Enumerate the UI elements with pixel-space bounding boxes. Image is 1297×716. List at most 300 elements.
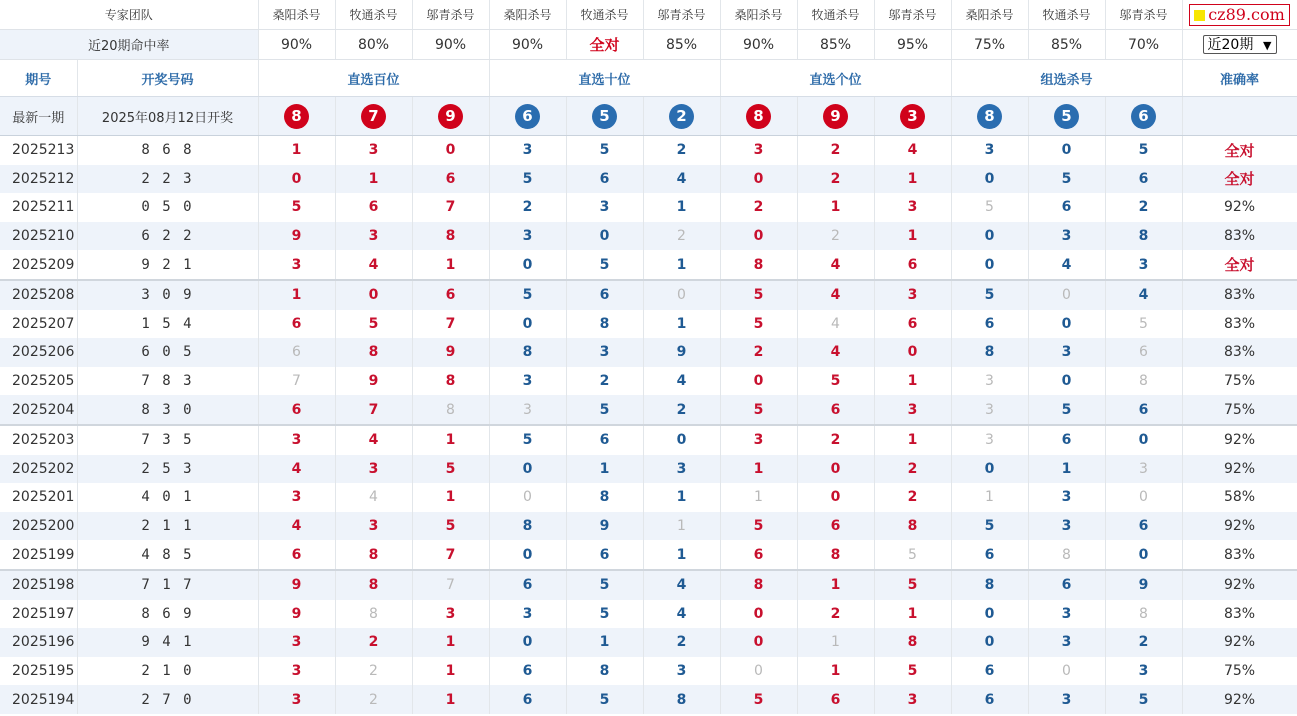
chevron-down-icon: ▼	[1263, 39, 1272, 52]
kill-number: 4	[335, 250, 412, 280]
kill-ball: 6	[515, 104, 540, 129]
kill-number: 4	[1105, 280, 1182, 310]
kill-number: 0	[489, 540, 566, 570]
kill-number: 5	[489, 425, 566, 455]
kill-number: 6	[335, 193, 412, 222]
table-row	[0, 280, 1297, 310]
kill-number: 8	[1105, 600, 1182, 629]
kill-ball: 3	[900, 104, 925, 129]
latest-label: 最新一期	[0, 97, 77, 136]
table-row	[0, 570, 1297, 600]
kill-number: 3	[1028, 628, 1105, 657]
kill-number: 1	[797, 657, 874, 686]
kill-number: 3	[1105, 657, 1182, 686]
kill-number: 9	[412, 338, 489, 367]
issue-number: 2025205	[0, 367, 77, 396]
kill-number: 8	[951, 570, 1028, 600]
kill-number: 6	[412, 280, 489, 310]
hit-rate: 90%	[258, 30, 335, 60]
hit-rate: 全对	[566, 30, 643, 60]
issue-number: 2025211	[0, 193, 77, 222]
draw-number: 6 2 2	[77, 222, 258, 251]
kill-number: 1	[797, 570, 874, 600]
kill-number: 5	[720, 395, 797, 425]
draw-number: 4 0 1	[77, 483, 258, 512]
kill-number: 6	[566, 165, 643, 194]
kill-number: 8	[797, 540, 874, 570]
kill-number: 6	[1105, 338, 1182, 367]
kill-number: 3	[489, 222, 566, 251]
table-row	[0, 222, 1297, 251]
kill-number: 1	[412, 483, 489, 512]
kill-number: 4	[797, 280, 874, 310]
draw-number: 7 1 7	[77, 570, 258, 600]
kill-number: 4	[874, 136, 951, 165]
kill-number: 3	[874, 193, 951, 222]
kill-number: 5	[1105, 136, 1182, 165]
kill-number: 5	[951, 512, 1028, 541]
kill-number: 3	[489, 367, 566, 396]
kill-number: 3	[412, 600, 489, 629]
kill-number: 0	[951, 628, 1028, 657]
kill-number: 6	[489, 657, 566, 686]
kill-number: 6	[951, 540, 1028, 570]
accuracy-value: 58%	[1182, 483, 1297, 512]
ball-cell	[489, 97, 566, 136]
accuracy-value: 92%	[1182, 425, 1297, 455]
kill-number: 4	[643, 367, 720, 396]
kill-number: 8	[335, 600, 412, 629]
kill-number: 2	[643, 628, 720, 657]
kill-number: 3	[643, 657, 720, 686]
issue-number: 2025208	[0, 280, 77, 310]
ball-cell	[412, 97, 489, 136]
kill-number: 1	[643, 512, 720, 541]
kill-number: 0	[874, 338, 951, 367]
issue-number: 2025206	[0, 338, 77, 367]
rate-row	[0, 30, 1297, 60]
kill-number: 3	[1105, 455, 1182, 484]
accuracy-value: 全对	[1182, 136, 1297, 165]
kill-number: 5	[797, 367, 874, 396]
kill-number: 4	[258, 455, 335, 484]
issue-number: 2025203	[0, 425, 77, 455]
ball-cell	[566, 97, 643, 136]
tens-header: 直选十位	[489, 60, 720, 97]
kill-number: 6	[258, 310, 335, 339]
kill-number: 6	[566, 425, 643, 455]
draw-number: 8 6 8	[77, 136, 258, 165]
draw-number: 2 1 0	[77, 657, 258, 686]
kill-number: 1	[874, 165, 951, 194]
issue-number: 2025213	[0, 136, 77, 165]
kill-number: 4	[335, 425, 412, 455]
accuracy-value: 83%	[1182, 338, 1297, 367]
kill-number: 8	[874, 512, 951, 541]
kill-number: 8	[566, 483, 643, 512]
kill-number: 2	[874, 483, 951, 512]
kill-number: 5	[720, 280, 797, 310]
kill-number: 4	[643, 165, 720, 194]
kill-number: 6	[258, 395, 335, 425]
kill-number: 5	[874, 657, 951, 686]
draw-number: 2 7 0	[77, 685, 258, 714]
kill-number: 2	[797, 222, 874, 251]
kill-number: 3	[720, 425, 797, 455]
kill-number: 3	[874, 395, 951, 425]
draw-number: 1 5 4	[77, 310, 258, 339]
table-row	[0, 540, 1297, 570]
kill-number: 6	[874, 250, 951, 280]
kill-number: 5	[1028, 165, 1105, 194]
kill-number: 5	[1105, 685, 1182, 714]
kill-number: 3	[335, 222, 412, 251]
issue-number: 2025207	[0, 310, 77, 339]
expert-row	[0, 0, 1297, 30]
kill-number: 3	[951, 136, 1028, 165]
draw-number: 9 2 1	[77, 250, 258, 280]
kill-number: 8	[412, 222, 489, 251]
kill-number: 1	[1028, 455, 1105, 484]
kill-number: 8	[489, 512, 566, 541]
kill-number: 7	[412, 570, 489, 600]
kill-number: 0	[489, 310, 566, 339]
kill-number: 1	[874, 367, 951, 396]
kill-number: 8	[720, 250, 797, 280]
accuracy-header: 准确率	[1182, 60, 1297, 97]
kill-number: 8	[720, 570, 797, 600]
kill-number: 2	[566, 367, 643, 396]
kill-number: 2	[874, 455, 951, 484]
table-row	[0, 165, 1297, 194]
issue-number: 2025199	[0, 540, 77, 570]
kill-number: 3	[258, 250, 335, 280]
hit-rate: 85%	[797, 30, 874, 60]
kill-ball: 8	[284, 104, 309, 129]
kill-number: 0	[489, 483, 566, 512]
kill-number: 4	[797, 310, 874, 339]
kill-number: 0	[1028, 136, 1105, 165]
issue-number: 2025204	[0, 395, 77, 425]
kill-number: 3	[951, 425, 1028, 455]
kill-number: 9	[258, 570, 335, 600]
kill-number: 8	[335, 540, 412, 570]
kill-number: 2	[797, 425, 874, 455]
kill-number: 5	[489, 165, 566, 194]
kill-number: 2	[335, 685, 412, 714]
draw-number: 6 0 5	[77, 338, 258, 367]
kill-number: 0	[412, 136, 489, 165]
kill-number: 1	[874, 425, 951, 455]
kill-number: 9	[258, 222, 335, 251]
table-row	[0, 455, 1297, 484]
kill-number: 0	[1028, 367, 1105, 396]
issue-number: 2025194	[0, 685, 77, 714]
kill-ball: 8	[746, 104, 771, 129]
kill-number: 6	[1105, 395, 1182, 425]
kill-number: 0	[1028, 310, 1105, 339]
kill-number: 6	[489, 570, 566, 600]
kill-number: 0	[951, 455, 1028, 484]
expert-name: 桑阳杀号	[720, 0, 797, 30]
draw-header: 开奖号码	[77, 60, 258, 97]
table-row	[0, 600, 1297, 629]
kill-number: 0	[951, 165, 1028, 194]
ball-cell	[951, 97, 1028, 136]
kill-number: 5	[951, 193, 1028, 222]
table-row	[0, 193, 1297, 222]
issue-number: 2025195	[0, 657, 77, 686]
hit-rate: 85%	[1028, 30, 1105, 60]
ball-cell	[258, 97, 335, 136]
period-select-cell	[1182, 30, 1297, 60]
kill-number: 6	[258, 338, 335, 367]
expert-name: 牧通杀号	[797, 0, 874, 30]
kill-number: 3	[951, 395, 1028, 425]
table-row	[0, 338, 1297, 367]
kill-number: 3	[258, 685, 335, 714]
accuracy-value: 92%	[1182, 628, 1297, 657]
site-logo[interactable]	[1189, 4, 1290, 26]
draw-number: 2 5 3	[77, 455, 258, 484]
kill-number: 5	[566, 136, 643, 165]
kill-number: 6	[412, 165, 489, 194]
logo-text: cz89.com	[1208, 4, 1285, 24]
kill-number: 0	[489, 628, 566, 657]
kill-number: 5	[335, 310, 412, 339]
accuracy-value: 75%	[1182, 395, 1297, 425]
kill-number: 1	[951, 483, 1028, 512]
draw-number: 3 0 9	[77, 280, 258, 310]
issue-header: 期号	[0, 60, 77, 97]
kill-number: 2	[720, 193, 797, 222]
hit-rate: 95%	[874, 30, 951, 60]
kill-number: 0	[1105, 425, 1182, 455]
kill-number: 2	[643, 136, 720, 165]
kill-number: 6	[1105, 512, 1182, 541]
kill-number: 3	[874, 280, 951, 310]
kill-number: 0	[720, 222, 797, 251]
accuracy-value: 83%	[1182, 600, 1297, 629]
expert-name: 桑阳杀号	[258, 0, 335, 30]
kill-number: 6	[951, 685, 1028, 714]
kill-number: 3	[1028, 512, 1105, 541]
table-row	[0, 483, 1297, 512]
accuracy-value: 92%	[1182, 512, 1297, 541]
kill-number: 6	[566, 540, 643, 570]
ball-cell	[797, 97, 874, 136]
kill-number: 3	[258, 657, 335, 686]
kill-number: 1	[720, 455, 797, 484]
kill-number: 1	[643, 540, 720, 570]
kill-number: 1	[874, 600, 951, 629]
kill-number: 3	[258, 483, 335, 512]
kill-number: 2	[797, 136, 874, 165]
kill-number: 6	[1028, 425, 1105, 455]
kill-number: 0	[335, 280, 412, 310]
kill-number: 1	[797, 193, 874, 222]
kill-number: 1	[412, 628, 489, 657]
kill-number: 0	[720, 628, 797, 657]
table-row	[0, 250, 1297, 280]
kill-number: 7	[412, 193, 489, 222]
kill-number: 6	[1028, 193, 1105, 222]
accuracy-value: 83%	[1182, 222, 1297, 251]
table-row	[0, 367, 1297, 396]
kill-number: 6	[874, 310, 951, 339]
draw-number: 9 4 1	[77, 628, 258, 657]
issue-number: 2025209	[0, 250, 77, 280]
kill-number: 7	[412, 310, 489, 339]
kill-number: 5	[566, 250, 643, 280]
kill-number: 4	[1028, 250, 1105, 280]
kill-number: 9	[643, 338, 720, 367]
kill-number: 8	[1105, 222, 1182, 251]
kill-number: 4	[643, 570, 720, 600]
kill-number: 0	[643, 280, 720, 310]
kill-number: 0	[951, 250, 1028, 280]
kill-ball: 9	[438, 104, 463, 129]
kill-number: 0	[643, 425, 720, 455]
kill-number: 8	[1105, 367, 1182, 396]
kill-ball: 7	[361, 104, 386, 129]
kill-number: 0	[720, 165, 797, 194]
kill-number: 6	[720, 540, 797, 570]
kill-number: 5	[489, 280, 566, 310]
kill-number: 4	[797, 338, 874, 367]
accuracy-value: 92%	[1182, 570, 1297, 600]
kill-number: 7	[335, 395, 412, 425]
kill-number: 0	[720, 600, 797, 629]
logo-cell	[1182, 0, 1297, 30]
kill-number: 0	[1028, 657, 1105, 686]
kill-number: 7	[412, 540, 489, 570]
kill-number: 4	[797, 250, 874, 280]
table-row	[0, 136, 1297, 165]
ball-cell	[874, 97, 951, 136]
kill-number: 0	[1028, 280, 1105, 310]
period-select[interactable]	[1203, 35, 1277, 54]
ball-cell	[1105, 97, 1182, 136]
kill-number: 2	[797, 600, 874, 629]
kill-number: 3	[489, 395, 566, 425]
kill-number: 1	[412, 425, 489, 455]
kill-number: 2	[720, 338, 797, 367]
issue-number: 2025210	[0, 222, 77, 251]
kill-number: 0	[258, 165, 335, 194]
kill-number: 7	[258, 367, 335, 396]
kill-number: 1	[566, 628, 643, 657]
kill-number: 3	[566, 338, 643, 367]
expert-name: 牧通杀号	[1028, 0, 1105, 30]
kill-number: 6	[797, 512, 874, 541]
kill-number: 1	[335, 165, 412, 194]
expert-name: 牧通杀号	[566, 0, 643, 30]
team-label: 专家团队	[0, 0, 258, 30]
kill-number: 1	[720, 483, 797, 512]
draw-number: 8 6 9	[77, 600, 258, 629]
kill-number: 2	[1105, 628, 1182, 657]
kill-number: 6	[489, 685, 566, 714]
table-row	[0, 628, 1297, 657]
kill-number: 3	[951, 367, 1028, 396]
kill-number: 0	[1105, 540, 1182, 570]
expert-name: 邬青杀号	[412, 0, 489, 30]
kill-number: 4	[643, 600, 720, 629]
kill-number: 9	[1105, 570, 1182, 600]
accuracy-value: 全对	[1182, 250, 1297, 280]
kill-number: 0	[951, 222, 1028, 251]
table-row	[0, 685, 1297, 714]
expert-name: 邬青杀号	[1105, 0, 1182, 30]
group-header: 组选杀号	[951, 60, 1182, 97]
ball-cell	[1028, 97, 1105, 136]
kill-number: 3	[335, 512, 412, 541]
kill-number: 5	[1105, 310, 1182, 339]
expert-name: 邬青杀号	[643, 0, 720, 30]
accuracy-value: 92%	[1182, 685, 1297, 714]
kill-number: 1	[412, 657, 489, 686]
kill-number: 3	[1028, 600, 1105, 629]
kill-number: 0	[720, 367, 797, 396]
period-select-value: 近20期	[1207, 37, 1254, 53]
accuracy-value: 75%	[1182, 657, 1297, 686]
kill-number: 8	[643, 685, 720, 714]
kill-number: 1	[412, 685, 489, 714]
kill-number: 5	[720, 512, 797, 541]
kill-number: 1	[643, 483, 720, 512]
hit-rate: 85%	[643, 30, 720, 60]
accuracy-value: 全对	[1182, 165, 1297, 194]
accuracy-value: 83%	[1182, 310, 1297, 339]
kill-number: 0	[489, 455, 566, 484]
kill-number: 2	[335, 657, 412, 686]
kill-number: 6	[1105, 165, 1182, 194]
expert-name: 桑阳杀号	[489, 0, 566, 30]
accuracy-value: 83%	[1182, 280, 1297, 310]
hit-rate: 70%	[1105, 30, 1182, 60]
kill-number: 3	[1105, 250, 1182, 280]
kill-number: 1	[566, 455, 643, 484]
ball-cell	[643, 97, 720, 136]
kill-number: 6	[797, 685, 874, 714]
table-row	[0, 512, 1297, 541]
kill-number: 3	[335, 136, 412, 165]
kill-number: 5	[720, 685, 797, 714]
kill-number: 8	[1028, 540, 1105, 570]
hit-rate: 75%	[951, 30, 1028, 60]
kill-number: 1	[258, 280, 335, 310]
kill-number: 6	[258, 540, 335, 570]
kill-number: 8	[951, 338, 1028, 367]
issue-number: 2025212	[0, 165, 77, 194]
kill-number: 8	[489, 338, 566, 367]
kill-number: 4	[258, 512, 335, 541]
kill-number: 8	[412, 395, 489, 425]
accuracy-value: 92%	[1182, 455, 1297, 484]
rate-label: 近20期命中率	[0, 30, 258, 60]
issue-number: 2025201	[0, 483, 77, 512]
kill-number: 0	[720, 657, 797, 686]
kill-number: 5	[951, 280, 1028, 310]
draw-number: 2 1 1	[77, 512, 258, 541]
draw-number: 8 3 0	[77, 395, 258, 425]
issue-number: 2025197	[0, 600, 77, 629]
expert-name: 牧通杀号	[335, 0, 412, 30]
latest-row	[0, 97, 1297, 136]
kill-number: 2	[489, 193, 566, 222]
issue-number: 2025198	[0, 570, 77, 600]
